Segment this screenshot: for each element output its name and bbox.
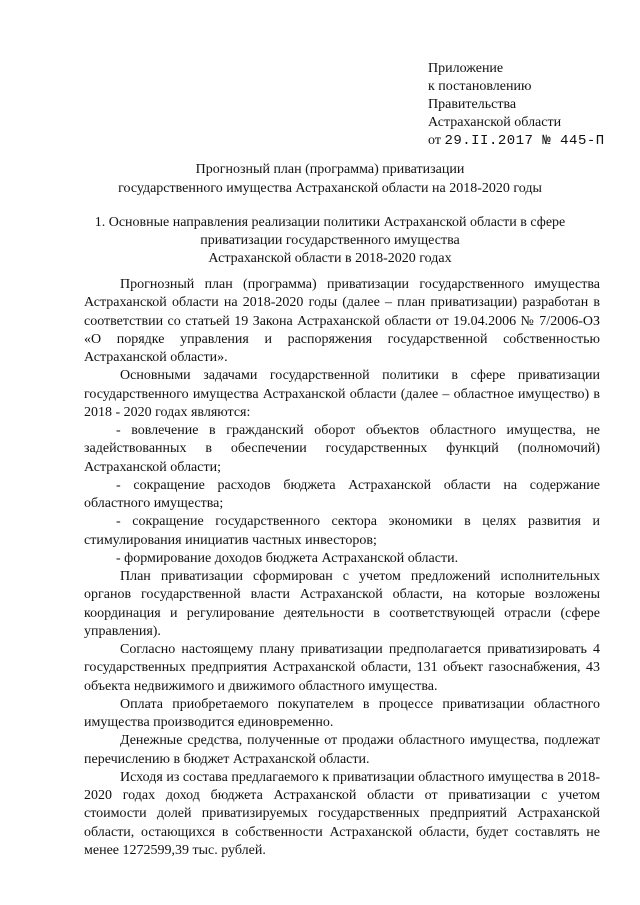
section-line-2: приватизации государственного имущества [200, 233, 460, 248]
list-item-task-4: - формирование доходов бюджета Астраханской области. [116, 550, 459, 566]
document-title [60, 160, 600, 198]
list-item-task-3: - сокращение государственного сектора экономики в целях развития и стимулирования инициатив частных инвесторов; [84, 514, 600, 548]
approval-prefix: от [428, 133, 441, 148]
section-heading [60, 214, 600, 268]
paragraph-privatization-scope: Согласно настоящему плану приватизации предполагается приватизировать 4 государственных предприятия Астраханской области, 131 объект газоснабжения, 43 объекта недвижимого и движимого областного имущества. [84, 642, 600, 694]
approval-date-line [428, 132, 628, 150]
document-body [84, 276, 600, 860]
section-line-1: 1. Основные направления реализации политики Астраханской области в сфере [94, 215, 566, 230]
approval-date-number: 29.II.2017 № 445-П [444, 133, 605, 149]
paragraph-payment: Оплата приобретаемого покупателем в процессе приватизации областного имущества производится единовременно. [84, 696, 600, 730]
paragraph-funds-transfer: Денежные средства, полученные от продажи областного имущества, подлежат перечислению в бюджет Астраханской области. [84, 733, 600, 767]
paragraph-plan-basis: Прогнозный план (программа) приватизации государственного имущества Астраханской области на 2018-2020 годы (далее – план приватизации) разработан в соответствии со статьей 19 Закона Астраханской области от 19.04.2006 № 7/2006-ОЗ «О порядке управления и распоряжения государственной собственностью Астраханской области». [84, 277, 600, 365]
approval-line-4: Астраханской области [428, 115, 562, 130]
list-item-task-1: - вовлечение в гражданский оборот объектов областного имущества, не задействованных в обеспечении государственных функций (полномочий) Астраханской области; [84, 423, 600, 475]
approval-block [428, 60, 628, 150]
list-item-task-2: - сокращение расходов бюджета Астраханской области на содержание областного имущества; [84, 477, 600, 511]
paragraph-income-estimate: Исходя из состава предлагаемого к приватизации областного имущества в 2018-2020 годах доход бюджета Астраханской области от приватизации с учетом стоимости долей приватизируемых государственных предприятий Астраханской области, остающихся в собственности Астраханской области, будет составлять не менее 1272599,39 тыс. рублей. [84, 769, 600, 858]
title-line-2: государственного имущества Астраханской области на 2018-2020 годы [118, 181, 542, 196]
paragraph-plan-formation: План приватизации сформирован с учетом предложений исполнительных органов государственной власти Астраханской области, на которые возложены координация и регулирование деятельности в соответствующей отрасли (сфере управления). [84, 569, 600, 639]
approval-line-2: к постановлению [428, 79, 532, 94]
approval-line-1: Приложение [428, 61, 504, 76]
paragraph-tasks-intro: Основными задачами государственной политики в сфере приватизации государственного имущества Астраханской области (далее – областное имущество) в 2018 - 2020 годах являются: [84, 368, 600, 420]
section-line-3: Астраханской области в 2018-2020 годах [208, 251, 452, 266]
title-line-1: Прогнозный план (программа) приватизации [195, 162, 465, 177]
approval-line-3: Правительства [428, 97, 517, 112]
